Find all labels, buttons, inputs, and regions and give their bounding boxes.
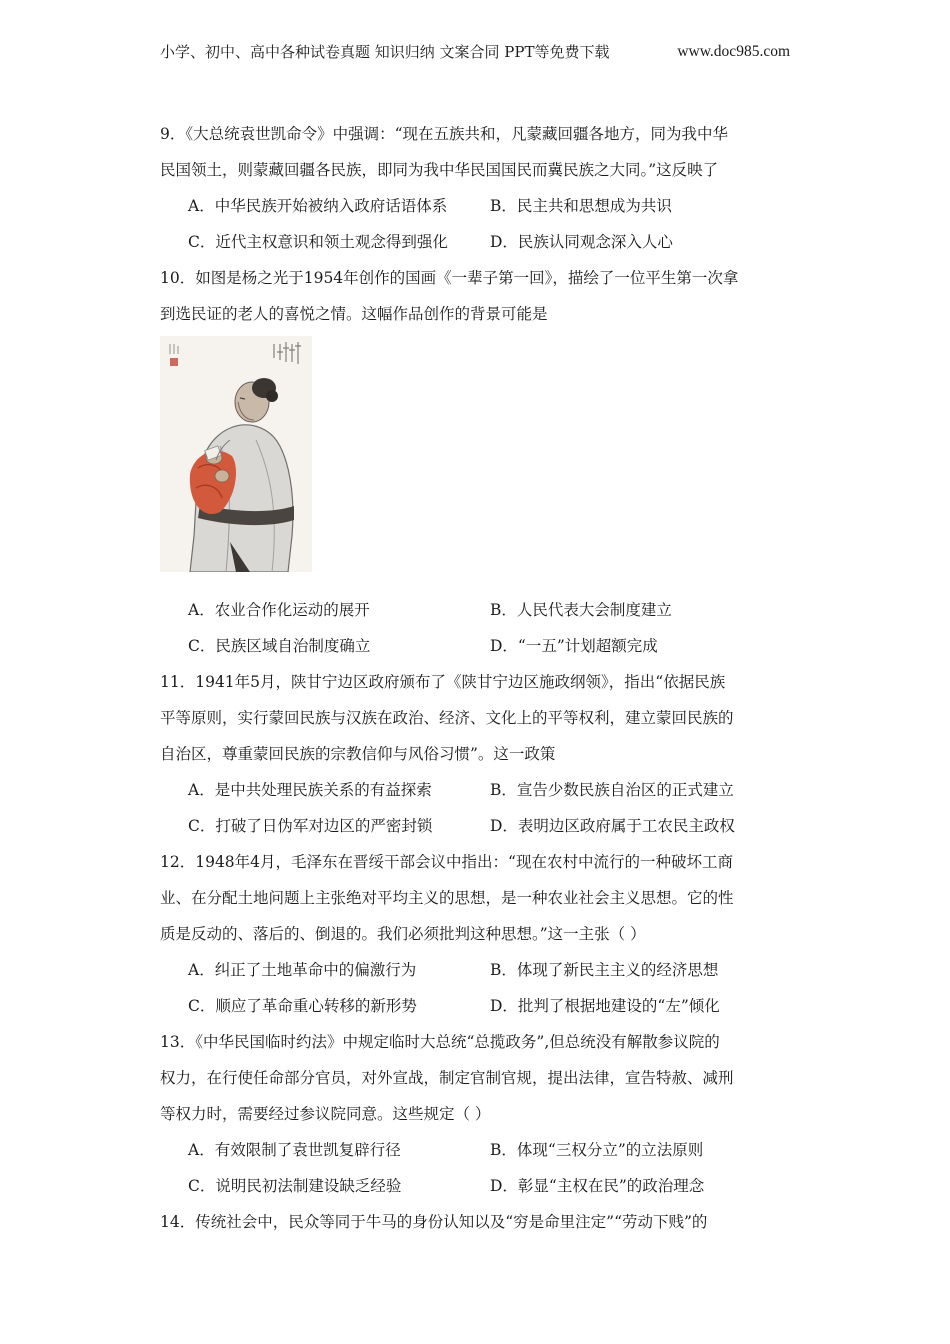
option-row <box>160 772 790 808</box>
header-ad-text: 小学、初中、高中各种试卷真题 知识归纳 文案合同 PPT等免费下载 <box>160 43 610 61</box>
option-row <box>160 808 790 844</box>
option-d: D．彰显“主权在民”的政治理念 <box>490 1177 705 1195</box>
option-row <box>160 592 790 628</box>
question-stem-line: 业、在分配土地问题上主张绝对平均主义的思想，是一种农业社会主义思想。它的性 <box>160 889 734 907</box>
option-c: C．民族区域自治制度确立 <box>188 637 371 655</box>
question-stem-line: 质是反动的、落后的、倒退的。我们必须批判这种思想。”这一主张（ ） <box>160 925 646 943</box>
option-row <box>160 1168 790 1204</box>
painting-old-man-with-voter-card <box>160 336 312 572</box>
question-stem-line: 到选民证的老人的喜悦之情。这幅作品创作的背景可能是 <box>160 305 548 323</box>
option-a: A．有效限制了袁世凯复辟行径 <box>188 1141 401 1159</box>
option-a: A．纠正了土地革命中的偏激行为 <box>188 961 417 979</box>
option-row <box>160 952 790 988</box>
option-a: A．是中共处理民族关系的有益探索 <box>188 781 432 799</box>
question-stem-line: 等权力时，需要经过参议院同意。这些规定（ ） <box>160 1105 491 1123</box>
question-14 <box>160 1204 790 1240</box>
page-header <box>160 40 790 64</box>
option-c: C．近代主权意识和领土观念得到强化 <box>188 233 448 251</box>
question-stem-line: 权力，在行使任命部分官员，对外宣战，制定官制官规，提出法律，宣告特赦、减刑 <box>160 1069 734 1087</box>
option-b: B．宣告少数民族自治区的正式建立 <box>490 781 734 799</box>
question-stem-line: 民国领土，则蒙藏回疆各民族，即同为我中华民国国民而冀民族之大同。”这反映了 <box>160 161 719 179</box>
option-b: B．人民代表大会制度建立 <box>490 601 672 619</box>
question-stem-line: 13．《中华民国临时约法》中规定临时大总统“总揽政务”,但总统没有解散参议院的 <box>160 1033 720 1051</box>
option-row <box>160 988 790 1024</box>
option-b: B．体现了新民主主义的经济思想 <box>490 961 719 979</box>
option-a: A．中华民族开始被纳入政府话语体系 <box>188 197 448 215</box>
option-row <box>160 628 790 664</box>
option-row <box>160 224 790 260</box>
option-d: D．民族认同观念深入人心 <box>490 233 673 251</box>
question-stem-line: 9．《大总统袁世凯命令》中强调：“现在五族共和，凡蒙藏回疆各地方，同为我中华 <box>160 125 729 143</box>
question-13 <box>160 1024 790 1204</box>
painting-figure <box>160 336 312 572</box>
option-c: C．顺应了革命重心转移的新形势 <box>188 997 417 1015</box>
question-stem-line: 自治区，尊重蒙回民族的宗教信仰与风俗习惯”。这一政策 <box>160 745 556 763</box>
option-row <box>160 188 790 224</box>
header-website: www.doc985.com <box>677 43 790 60</box>
question-stem-line: 10．如图是杨之光于1954年创作的国画《一辈子第一回》，描绘了一位平生第一次拿 <box>160 269 739 287</box>
question-stem-line: 14．传统社会中，民众等同于牛马的身份认知以及“穷是命里注定”“劳动下贱”的 <box>160 1213 708 1231</box>
question-11 <box>160 664 790 844</box>
option-row <box>160 1132 790 1168</box>
question-stem-line: 平等原则，实行蒙回民族与汉族在政治、经济、文化上的平等权利，建立蒙回民族的 <box>160 709 734 727</box>
exam-content <box>160 116 790 1240</box>
option-b: B．体现“三权分立”的立法原则 <box>490 1141 704 1159</box>
option-d: D．“一五”计划超额完成 <box>490 637 658 655</box>
question-9 <box>160 116 790 260</box>
question-stem-line: 12．1948年4月，毛泽东在晋绥干部会议中指出：“现在农村中流行的一种破坏工商 <box>160 853 733 871</box>
option-c: C．说明民初法制建设缺乏经验 <box>188 1177 402 1195</box>
question-12 <box>160 844 790 1024</box>
option-c: C．打破了日伪军对边区的严密封锁 <box>188 817 433 835</box>
option-b: B．民主共和思想成为共识 <box>490 197 672 215</box>
option-d: D．表明边区政府属于工农民主政权 <box>490 817 735 835</box>
question-stem-line: 11．1941年5月，陕甘宁边区政府颁布了《陕甘宁边区施政纲领》，指出“依据民族 <box>160 673 726 691</box>
option-a: A．农业合作化运动的展开 <box>188 601 370 619</box>
question-10 <box>160 260 790 664</box>
option-d: D．批判了根据地建设的“左”倾化 <box>490 997 720 1015</box>
